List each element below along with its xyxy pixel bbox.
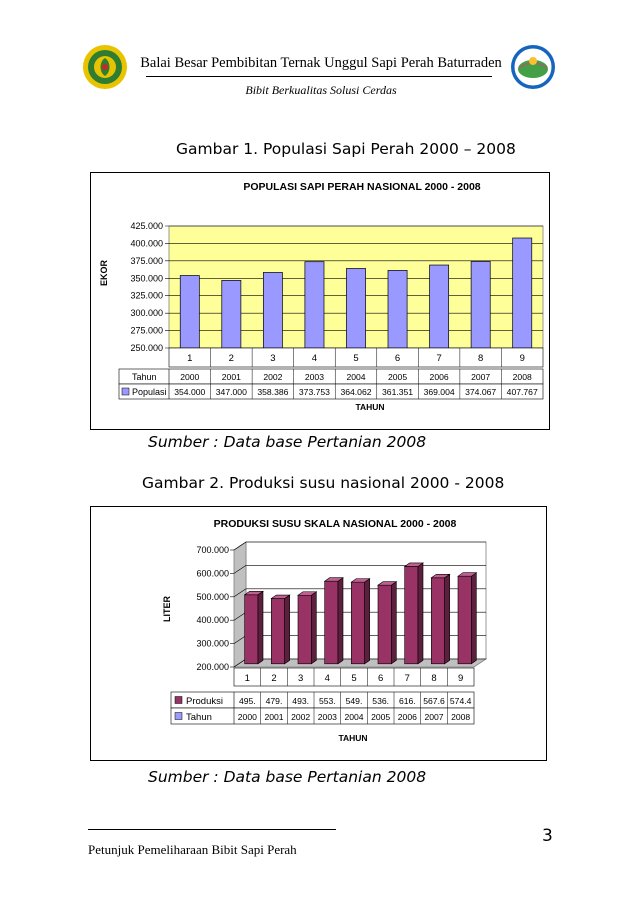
footer-text: Petunjuk Pemeliharaan Bibit Sapi Perah: [88, 842, 297, 857]
chart1-table-cell: 369.004: [423, 387, 455, 397]
chart2-legend-key: [175, 697, 182, 704]
population-chart: [91, 173, 549, 429]
chart1-table-cell: 374.067: [465, 387, 497, 397]
chart2-bar: [298, 595, 311, 664]
chart2-bar-side: [418, 563, 423, 664]
chart2-y-tick: 400.000: [196, 615, 229, 626]
ministry-logo: [82, 44, 128, 90]
header-tagline: Bibit Berkualitas Solusi Cerdas: [245, 83, 397, 97]
chart1-y-axis-label: EKOR: [99, 259, 109, 287]
chart2-table-cell: 536.: [372, 696, 390, 706]
chart1-bar: [430, 265, 449, 348]
chart2-bar-side: [365, 579, 370, 664]
chart2-table-cell: 2005: [371, 712, 391, 722]
chart2-x-axis-label: TAHUN: [338, 733, 368, 743]
figure1-caption: Gambar 1. Populasi Sapi Perah 2000 – 2008: [176, 140, 516, 158]
chart1-x-tick: 4: [311, 353, 318, 364]
chart2-table-cell: 2000: [237, 712, 257, 722]
chart2-table-cell: 549.: [345, 696, 363, 706]
chart1-x-tick: 9: [519, 353, 525, 364]
chart1-table-row-label: Populasi: [132, 387, 167, 397]
chart1-bar: [222, 280, 241, 348]
chart2-y-tick: 300.000: [196, 638, 229, 649]
chart1-table-cell: 2002: [263, 372, 283, 382]
header-divider: [146, 76, 492, 77]
chart2-y-axis-label: LITER: [162, 596, 172, 622]
chart1-x-tick: 1: [187, 353, 193, 364]
chart1-bar: [388, 270, 407, 348]
chart2-table-row-label: Tahun: [186, 712, 212, 723]
chart2-table-cell: 2001: [264, 712, 284, 722]
chart1-y-tick: 325.000: [130, 290, 163, 301]
figure1-chart-frame: [90, 172, 550, 430]
chart1-y-tick: 250.000: [130, 343, 163, 353]
chart1-legend-key: [122, 388, 129, 395]
chart2-y-tick: 500.000: [196, 591, 229, 602]
chart1-table-cell: 2001: [221, 372, 241, 382]
chart2-title: PRODUKSI SUSU SKALA NASIONAL 2000 - 2008: [213, 518, 457, 530]
chart1-y-tick: 400.000: [130, 238, 163, 249]
chart2-legend-key: [175, 713, 182, 720]
chart1-y-tick: 375.000: [130, 255, 163, 266]
chart2-x-tick: 7: [404, 673, 410, 684]
chart2-bar: [245, 595, 258, 664]
chart1-table-cell: 358.386: [257, 387, 289, 397]
chart2-x-tick: 4: [324, 673, 330, 684]
chart2-x-tick: 2: [271, 673, 277, 684]
chart1-table-cell: 2005: [387, 372, 408, 382]
figure2-chart-frame: [90, 506, 547, 761]
chart2-table-cell: 495.: [238, 696, 256, 706]
chart2-bar: [271, 599, 284, 664]
chart2-bar-side: [445, 574, 450, 664]
page-number: 3: [542, 826, 553, 846]
footer-divider: [88, 829, 336, 830]
chart2-bar-side: [391, 582, 396, 664]
chart2-bar: [405, 566, 418, 663]
chart2-table-cell: 616.: [398, 696, 416, 706]
chart2-bar: [351, 582, 364, 664]
figure2-source: Sumber : Data base Pertanian 2008: [148, 768, 427, 786]
figure1-source: Sumber : Data base Pertanian 2008: [148, 433, 427, 451]
chart2-bar-side: [471, 573, 476, 664]
chart1-bar: [180, 275, 199, 348]
chart2-table-cell: 479.: [265, 696, 283, 706]
chart1-table-cell: 2003: [304, 372, 325, 382]
chart2-table-cell: 2007: [424, 712, 444, 722]
chart2-bar-side: [258, 591, 263, 664]
milk-production-chart: [91, 507, 546, 760]
chart1-table-cell: 373.753: [298, 387, 330, 397]
chart2-table-cell: 2008: [451, 712, 471, 722]
chart1-table-row-label: Tahun: [132, 372, 157, 382]
chart2-x-tick: 5: [351, 673, 357, 684]
chart2-y-tick: 700.000: [196, 545, 229, 555]
chart2-y-tick: 200.000: [196, 662, 229, 672]
chart2-bar: [325, 581, 338, 664]
chart1-title: POPULASI SAPI PERAH NASIONAL 2000 - 2008: [243, 181, 481, 193]
chart1-table-cell: 347.000: [215, 387, 247, 397]
chart2-table-row-label: Produksi: [186, 696, 223, 707]
figure2-caption: Gambar 2. Produksi susu nasional 2000 - 2008: [142, 474, 505, 492]
chart1-table-cell: 2006: [429, 372, 449, 382]
chart1-table-cell: 2007: [471, 372, 491, 382]
institution-logo: [510, 44, 556, 90]
chart2-side-wall: [234, 542, 246, 667]
chart1-table-cell: 354.000: [174, 387, 206, 397]
chart2-x-tick: 9: [458, 673, 464, 684]
chart1-y-tick: 350.000: [130, 273, 163, 284]
chart2-table-cell: 553.: [318, 696, 336, 706]
chart2-table-cell: 493.: [292, 696, 310, 706]
chart2-table-cell: 2006: [397, 712, 417, 722]
chart2-x-tick: 8: [431, 673, 437, 684]
chart1-table-cell: 361.351: [382, 387, 414, 397]
chart2-table-cell: 2002: [291, 712, 311, 722]
chart2-x-tick: 3: [298, 673, 304, 684]
chart1-table-cell: 2008: [512, 372, 532, 382]
chart2-bar-side: [285, 595, 290, 664]
chart2-bar-side: [311, 592, 316, 664]
chart1-bar: [305, 262, 324, 348]
chart2-table-cell: 2003: [317, 712, 337, 722]
chart1-table-cell: 407.767: [506, 387, 538, 397]
chart1-x-tick: 5: [353, 353, 359, 364]
chart2-x-tick: 6: [378, 673, 384, 684]
chart1-x-tick: 3: [270, 353, 276, 364]
chart1-x-axis-label: TAHUN: [355, 402, 385, 412]
chart1-table-cell: 2000: [180, 372, 200, 382]
chart2-y-tick: 600.000: [196, 568, 229, 579]
chart2-table-cell: 567.6: [423, 696, 445, 706]
chart1-table-cell: 2004: [346, 372, 366, 382]
chart1-table-cell: 364.062: [340, 387, 372, 397]
chart1-y-tick: 275.000: [130, 325, 163, 336]
chart2-x-tick: 1: [244, 673, 250, 684]
chart1-x-tick: 6: [394, 353, 401, 364]
chart1-y-tick: 425.000: [130, 221, 163, 231]
chart1-bar: [346, 268, 365, 348]
chart2-bar: [431, 578, 444, 664]
chart2-table-cell: 574.4: [449, 696, 472, 706]
chart2-table-cell: 2004: [344, 712, 364, 722]
chart1-bar: [471, 262, 490, 348]
chart2-bar: [458, 576, 471, 664]
chart2-bar: [378, 585, 391, 664]
chart1-x-tick: 7: [436, 353, 442, 364]
chart1-bar: [513, 238, 532, 348]
chart1-y-tick: 300.000: [130, 308, 163, 319]
chart1-x-tick: 8: [478, 353, 484, 364]
header-institution: Balai Besar Pembibitan Ternak Unggul Sapi Perah Baturraden: [140, 55, 502, 71]
chart1-bar: [263, 272, 282, 348]
chart2-bar-side: [338, 578, 343, 664]
chart1-x-tick: 2: [228, 353, 234, 364]
